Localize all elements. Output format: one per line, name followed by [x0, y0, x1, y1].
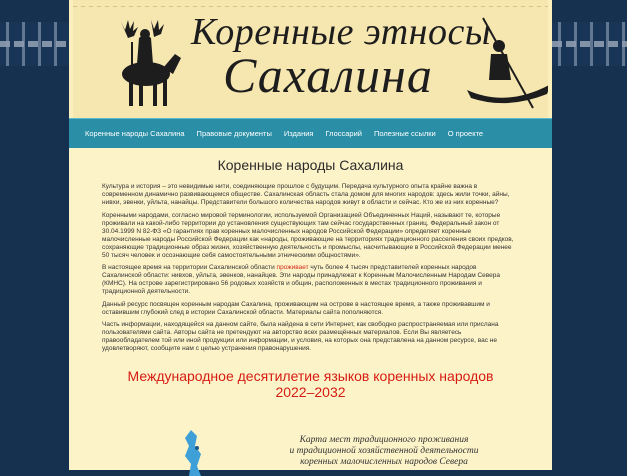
site-title-line2: Сахалина — [223, 47, 433, 103]
paragraph-5: Часть информации, находящейся на данном сайте, была найдена в сети Интернет, как свободно распространяемая или прислана пользователями сайта. Авторы сайта не претендуют на авторство всех размещённых материалов. Если Вы являетесь правообладателем той или иной продукции или информации, и условия, на которых она представлена на данном ресурсе, вас не удовлетворяют, сообщите нам с целью устранения правонарушения. — [102, 321, 499, 352]
reindeer-rider-icon — [101, 12, 191, 112]
site-header — [73, 0, 548, 119]
ornament-right — [552, 22, 627, 66]
paragraph-2: Коренными народами, согласно мировой терминологии, используемой Организацией Объединенных Наций, называют те, которые проживали на какой-либо территории до установления существующих там сейчас государственных границ. Федеральный закон от 30.04.1999 N 82-ФЗ «О гарантиях прав коренных малочисленных народов Российской Федерации» определяет коренные малочисленные народы Российской Федерации как «народы, проживающие на территориях традиционного расселения своих предков, сохраняющие традиционные образ жизни, хозяйственную деятельность и промыслы, насчитывающие в Российской Федерации менее 50 тысяч человек и осознающие себя самостоятельными этническими общностями». — [102, 211, 514, 259]
paragraph-4: Данный ресурс посвящен коренным народам Сахалина, проживающим на острове в настоящее время, а также проживавшим и оставившим глубокий след в истории Сахалинской области. Материалы сайта пополняются. — [102, 300, 490, 316]
decade-title: Международное десятилетие языков коренных народов — [127, 368, 494, 384]
paragraph-3-end: чуть более 4 тысяч представителей коренных народов Сахалинской области: нивхов, уйльта, эвенков, нанайцев. Эти народы принадлежат к Коренным Малочисленным Народам Севера (КМНС). На острове зарегистрировано 56 родовых хозяйств и общин, расположенных в местах традиционного проживания и традиционной деятельности. — [102, 264, 501, 295]
article-body — [102, 183, 517, 358]
nav-item-indigenous-peoples[interactable]: Коренные народы Сахалина — [85, 129, 185, 138]
map-caption-line2: и традиционной хозяйственной деятельности — [289, 446, 479, 456]
page-container — [69, 0, 552, 470]
main-nav — [69, 118, 552, 149]
paragraph-3 — [102, 264, 517, 296]
nav-item-legal-documents[interactable]: Правовые документы — [196, 129, 272, 138]
page-title: Коренные народы Сахалина — [217, 157, 404, 173]
ornament-left — [0, 22, 75, 66]
map-caption — [269, 435, 499, 468]
decade-banner[interactable] — [69, 368, 552, 400]
nav-item-useful-links[interactable]: Полезные ссылки — [373, 129, 436, 138]
lives-link[interactable]: проживает — [276, 264, 309, 271]
nav-item-glossary[interactable]: Глоссарий — [325, 129, 362, 138]
nav-item-about[interactable]: О проекте — [447, 129, 484, 138]
decade-years: 2022–2032 — [275, 384, 346, 400]
map-caption-line1: Карта мест традиционного проживания — [299, 435, 469, 445]
main-content — [69, 148, 552, 470]
nav-item-publications[interactable]: Издания — [283, 129, 314, 138]
boatman-icon — [463, 10, 548, 110]
site-title-line1: Коренные этносы — [191, 11, 492, 53]
map-caption-line3: коренных малочисленных народов Севера — [300, 457, 468, 467]
paragraph-1: Культура и история – это невидимые нити, соединяющие прошлое с будущим. Передача культурного опыта крайне важна в современном динамично развивающемся обществе. Сахалинская область стала домом для многих народов: здесь жили точки, айны, нивхи, эвенки, уйльта, нанайцы. Представители большого количества народов живут в области и сейчас. Кто же из них коренные? — [102, 183, 510, 206]
sakhalin-map-icon[interactable] — [169, 426, 219, 476]
paragraph-3-start: В настоящее время на территории Сахалинской области — [102, 264, 277, 271]
